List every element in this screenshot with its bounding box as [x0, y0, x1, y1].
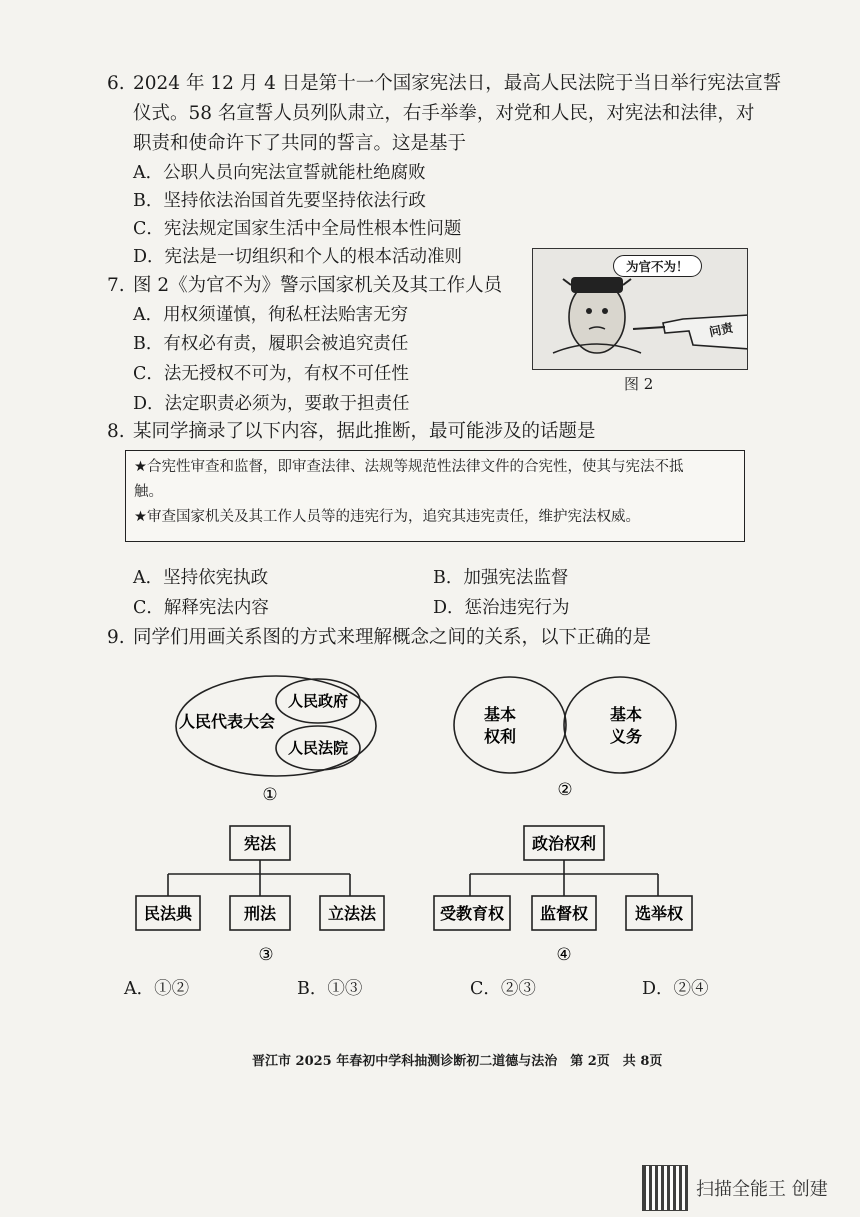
label-legislation-law: 立法法 — [327, 904, 377, 923]
diagram-1 — [176, 676, 376, 805]
label-npc: 人民代表大会 — [178, 712, 276, 731]
scanner-stamp — [642, 1165, 828, 1211]
q8-option-a: A．坚持依宪执政 — [133, 568, 269, 588]
q6-option-c: C．宪法规定国家生活中全局性根本性问题 — [133, 219, 462, 239]
q7-option-c: C．法无授权不可为，有权不可任性 — [133, 364, 409, 384]
label-criminal-law: 刑法 — [243, 904, 277, 923]
accountability-label: 问责 — [707, 320, 735, 340]
q6-stem-line-2: 仪式。58 名宣誓人员列队肃立，右手举拳，对党和人民，对宪法和法律，对 — [133, 103, 755, 124]
label-rights-1: 基本 — [483, 705, 517, 724]
q6-stem-line-3: 职责和使命许下了共同的誓言。这是基于 — [133, 133, 467, 154]
label-education-right: 受教育权 — [439, 904, 505, 923]
q6-stem-line-1: 2024 年 12 月 4 日是第十一个国家宪法日，最高人民法院于当日举行宪法宣誓 — [133, 73, 782, 94]
speech-bubble: 为官不为！ — [613, 255, 702, 277]
figure-2-caption: 图 2 — [624, 375, 654, 393]
scanner-label: 扫描全能王 创建 — [696, 1179, 828, 1200]
label-constitution: 宪法 — [243, 834, 277, 853]
circle-rights — [454, 677, 566, 773]
q8-option-c: C．解释宪法内容 — [133, 598, 269, 618]
q9-option-d: D．②④ — [642, 979, 709, 999]
q9-option-c: C．②③ — [470, 979, 536, 999]
q6-number: 6. — [107, 73, 125, 94]
q9-option-b: B．①③ — [297, 979, 363, 999]
q8-excerpt-line-2: 触。 — [134, 484, 163, 500]
diagram-2 — [454, 677, 676, 800]
q7-stem: 图 2《为官不为》警示国家机关及其工作人员 — [133, 275, 503, 296]
label-government: 人民政府 — [287, 692, 349, 710]
mark-3: ③ — [258, 945, 274, 965]
q8-excerpt-line-3: ★审查国家机关及其工作人员等的违宪行为，追究其违宪责任，维护宪法权威。 — [134, 509, 640, 525]
mark-2: ② — [557, 780, 573, 800]
q7-option-d: D．法定职责必须为，要敢于担责任 — [133, 394, 410, 414]
label-civil-code: 民法典 — [143, 904, 193, 923]
q6-option-b: B．坚持依法治国首先要坚持依法行政 — [133, 191, 426, 211]
qr-code-icon — [642, 1165, 688, 1211]
page-footer: 晋江市 2025 年春初中学科抽测诊断初二道德与法治 第 2页 共 8页 — [252, 1054, 663, 1069]
mark-1: ① — [262, 785, 278, 805]
q8-number: 8. — [107, 421, 125, 442]
label-duties-2: 义务 — [609, 727, 643, 746]
q6-option-a: A．公职人员向宪法宣誓就能杜绝腐败 — [133, 163, 426, 183]
q8-option-b: B．加强宪法监督 — [433, 568, 569, 588]
q8-excerpt-line-1: ★合宪性审查和监督，即审查法律、法规等规范性法律文件的合宪性，使其与宪法不抵 — [134, 459, 684, 475]
label-duties-1: 基本 — [609, 705, 643, 724]
label-political-rights: 政治权利 — [531, 834, 597, 853]
label-election-right: 选举权 — [634, 904, 684, 923]
q9-option-a: A．①② — [124, 979, 190, 999]
q7-option-b: B．有权必有责，履职会被追究责任 — [133, 334, 409, 354]
q6-option-d: D．宪法是一切组织和个人的根本活动准则 — [133, 247, 463, 267]
q7-option-a: A．用权须谨慎，徇私枉法贻害无穷 — [133, 305, 409, 325]
q9-stem: 同学们用画关系图的方式来理解概念之间的关系，以下正确的是 — [133, 627, 652, 648]
label-rights-2: 权利 — [483, 727, 517, 746]
label-court: 人民法院 — [287, 739, 349, 757]
q7-number: 7. — [107, 275, 125, 296]
q9-number: 9. — [107, 627, 125, 648]
q8-stem: 某同学摘录了以下内容，据此推断，最可能涉及的话题是 — [133, 421, 596, 442]
mark-4: ④ — [556, 945, 572, 965]
q8-option-d: D．惩治违宪行为 — [433, 598, 570, 618]
circle-duties — [564, 677, 676, 773]
label-supervision-right: 监督权 — [539, 904, 589, 923]
